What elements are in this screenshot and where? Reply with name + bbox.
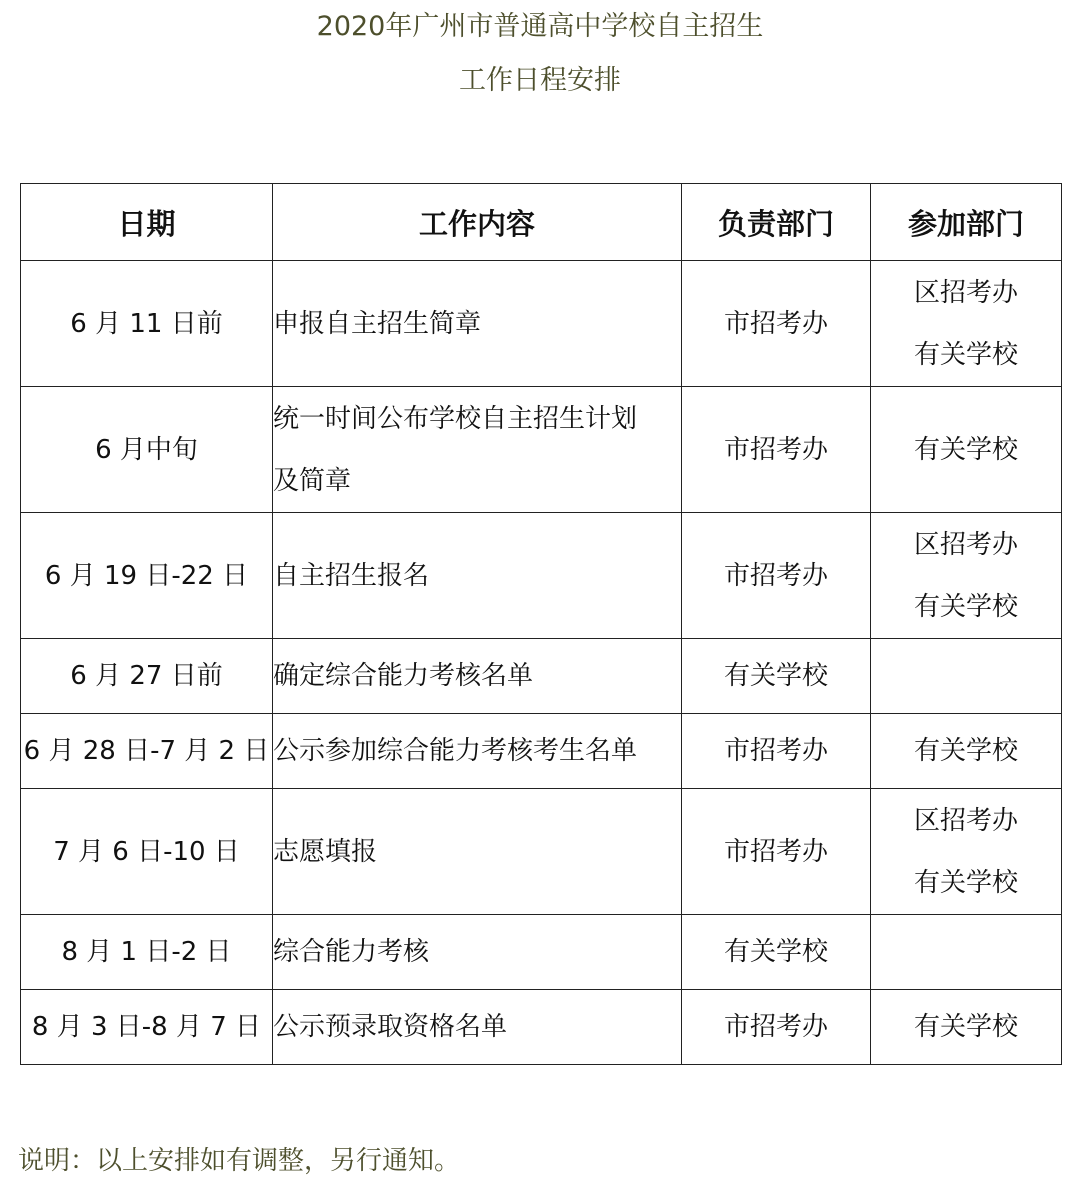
- cell-responsible: 市招考办: [682, 261, 871, 387]
- participant-line: 有关学校: [913, 867, 1018, 898]
- cell-participants: [871, 261, 1062, 387]
- task-line: 统一时间公布学校自主招生计划: [273, 403, 638, 434]
- table-row: [21, 789, 1062, 915]
- cell-responsible: 有关学校: [682, 639, 871, 714]
- participant-line: 有关学校: [913, 434, 1018, 465]
- cell-task: [273, 789, 682, 915]
- participant-line: 区招考办: [913, 529, 1018, 560]
- task-line: 综合能力考核: [273, 937, 430, 967]
- cell-task: [273, 261, 682, 387]
- cell-date: 6 月 19 日-22 日: [21, 513, 273, 639]
- cell-date: 6 月 28 日-7 月 2 日: [21, 714, 273, 789]
- table-row: [21, 387, 1062, 513]
- cell-responsible: 市招考办: [682, 513, 871, 639]
- task-line: 自主招生报名: [273, 560, 430, 591]
- table-row: [21, 714, 1062, 789]
- cell-date: 6 月 27 日前: [21, 639, 273, 714]
- cell-participants: [871, 513, 1062, 639]
- cell-task: [273, 639, 682, 714]
- cell-date: 8 月 3 日-8 月 7 日: [21, 990, 273, 1065]
- header-participants: 参加部门: [871, 184, 1062, 261]
- document-subtitle: 工作日程安排: [459, 65, 621, 96]
- table-row: [21, 513, 1062, 639]
- table-row: [21, 990, 1062, 1065]
- table-row: [21, 639, 1062, 714]
- schedule-table: [20, 183, 1062, 1065]
- header-task: 工作内容: [273, 184, 682, 261]
- cell-responsible: 市招考办: [682, 789, 871, 915]
- cell-date: 6 月中旬: [21, 387, 273, 513]
- document-title: 2020年广州市普通高中学校自主招生: [316, 11, 764, 42]
- cell-date: 7 月 6 日-10 日: [21, 789, 273, 915]
- participant-line: 有关学校: [913, 591, 1018, 622]
- task-line: 公示预录取资格名单: [273, 1012, 508, 1042]
- task-line: 及简章: [273, 465, 352, 496]
- cell-participants: [871, 990, 1062, 1065]
- cell-task: [273, 990, 682, 1065]
- cell-participants: [871, 789, 1062, 915]
- participant-line: 区招考办: [913, 277, 1018, 308]
- cell-task: [273, 915, 682, 990]
- header-responsible: 负责部门: [682, 184, 871, 261]
- cell-participants: [871, 387, 1062, 513]
- task-line: 申报自主招生简章: [273, 308, 482, 339]
- cell-task: [273, 387, 682, 513]
- cell-date: 6 月 11 日前: [21, 261, 273, 387]
- cell-date: 8 月 1 日-2 日: [21, 915, 273, 990]
- cell-task: [273, 714, 682, 789]
- table-row: [21, 261, 1062, 387]
- cell-responsible: 市招考办: [682, 990, 871, 1065]
- table-header-row: [21, 184, 1062, 261]
- task-line: 确定综合能力考核名单: [273, 661, 534, 691]
- cell-participants: [871, 915, 1062, 990]
- cell-responsible: 有关学校: [682, 915, 871, 990]
- cell-responsible: 市招考办: [682, 714, 871, 789]
- header-date: 日期: [21, 184, 273, 261]
- task-line: 公示参加综合能力考核考生名单: [273, 736, 638, 766]
- table-row: [21, 915, 1062, 990]
- cell-participants: [871, 714, 1062, 789]
- footnote: 说明：以上安排如有调整，另行通知。: [18, 1146, 461, 1176]
- participant-line: 有关学校: [913, 339, 1018, 370]
- participant-line: 区招考办: [913, 805, 1018, 836]
- participant-line: 有关学校: [913, 736, 1018, 766]
- task-line: 志愿填报: [273, 836, 378, 867]
- cell-participants: [871, 639, 1062, 714]
- cell-responsible: 市招考办: [682, 387, 871, 513]
- cell-task: [273, 513, 682, 639]
- participant-line: 有关学校: [913, 1012, 1018, 1042]
